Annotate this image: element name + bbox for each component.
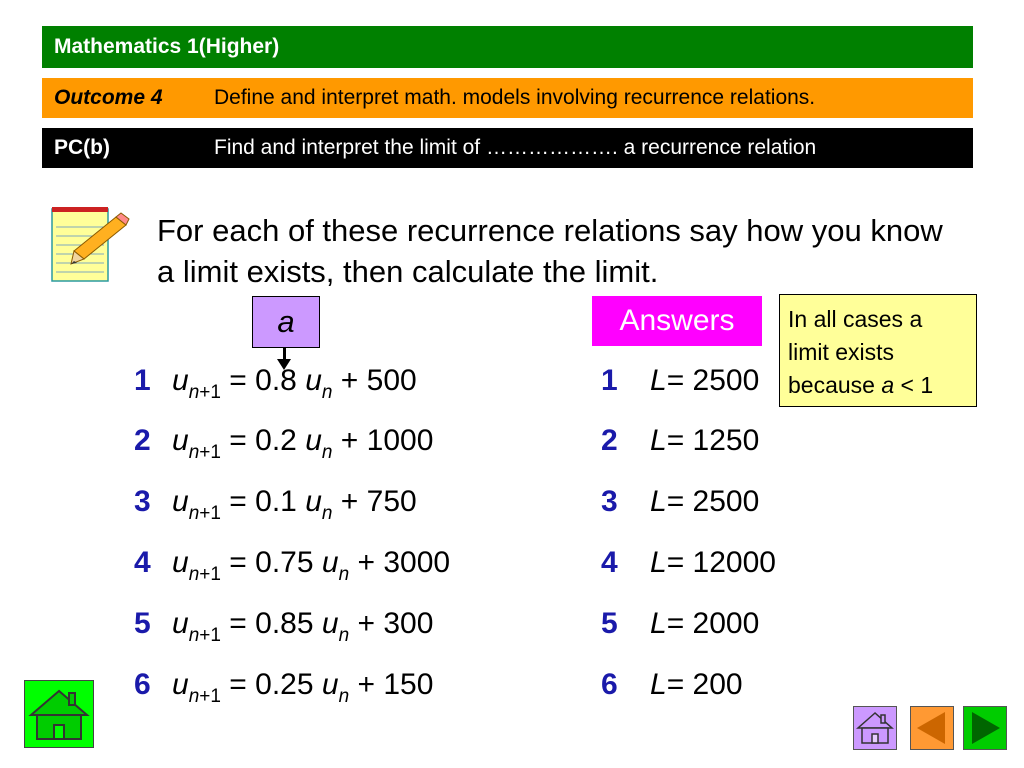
relation-1: $u_{n+1} = 0.8$ $u_n + 500$ <box>172 364 417 403</box>
home-icon <box>854 707 896 749</box>
answer-value: 2500 <box>692 364 760 397</box>
relation-coefficient: 0.85 <box>255 607 314 640</box>
home-button[interactable] <box>24 680 94 748</box>
relation-coefficient: 0.75 <box>255 546 314 579</box>
relation-constant: 750 <box>366 485 417 518</box>
relation-number-6: 6 <box>134 668 151 701</box>
answers-button[interactable]: Answers <box>592 296 762 346</box>
answer-value: 2500 <box>692 485 760 518</box>
answer-value: 12000 <box>692 546 776 579</box>
pc-bar <box>42 128 973 168</box>
outcome-label: Outcome 4 <box>54 86 163 109</box>
relation-number-1: 1 <box>134 364 151 397</box>
relation-coefficient: 0.8 <box>255 364 297 397</box>
relation-number-3: 3 <box>134 485 151 518</box>
page-title: Mathematics 1(Higher) <box>54 35 280 58</box>
answer-value: 200 <box>692 668 743 701</box>
pc-label: PC(b) <box>54 136 110 159</box>
answer-number-3: 3 <box>601 485 618 518</box>
back-arrow-icon <box>911 707 953 749</box>
answer-value: 2000 <box>692 607 760 640</box>
note-line-2: limit exists <box>788 339 895 365</box>
answer-2: L= 1250 <box>650 424 760 457</box>
relation-coefficient: 0.2 <box>255 424 297 457</box>
relation-coefficient: 0.1 <box>255 485 297 518</box>
answer-number-2: 2 <box>601 424 618 457</box>
a-label-box <box>252 296 320 348</box>
relation-2: $u_{n+1} = 0.2$ $u_n + 1000$ <box>172 424 434 463</box>
answer-number-1: 1 <box>601 364 618 397</box>
pc-text: Find and interpret the limit of ………………. a recurrence relation <box>214 136 817 159</box>
answer-3: L= 2500 <box>650 485 760 518</box>
home-icon <box>25 681 93 747</box>
note-line-1: In all cases a <box>788 306 923 332</box>
outcome-bar <box>42 78 973 118</box>
relation-3: $u_{n+1} = 0.1$ $u_n + 750$ <box>172 485 417 524</box>
nav-home-button[interactable] <box>853 706 897 750</box>
relation-number-4: 4 <box>134 546 151 579</box>
outcome-text: Define and interpret math. models involving recurrence relations. <box>214 86 816 109</box>
note-line-3: because a < 1 <box>788 372 934 398</box>
answer-1: L= 2500 <box>650 364 760 397</box>
relation-constant: 1000 <box>366 424 434 457</box>
notepad-pencil-icon <box>50 205 130 283</box>
relation-5: $u_{n+1} = 0.85$ $u_n + 300$ <box>172 607 434 646</box>
back-button[interactable] <box>910 706 954 750</box>
answer-number-4: 4 <box>601 546 618 579</box>
relation-constant: 300 <box>383 607 434 640</box>
relation-constant: 500 <box>366 364 417 397</box>
title-bar <box>42 26 973 68</box>
relation-constant: 3000 <box>383 546 451 579</box>
forward-button[interactable] <box>963 706 1007 750</box>
forward-arrow-icon <box>964 707 1006 749</box>
relation-constant: 150 <box>383 668 434 701</box>
limit-note <box>779 294 977 407</box>
answer-value: 1250 <box>692 424 760 457</box>
instructions: For each of these recurrence relations say how you know a limit exists, then calculate the limit. <box>157 213 943 289</box>
answer-number-6: 6 <box>601 668 618 701</box>
answer-5: L= 2000 <box>650 607 760 640</box>
answer-number-5: 5 <box>601 607 618 640</box>
answer-6: L= 200 <box>650 668 743 701</box>
a-label: a <box>277 304 295 339</box>
relation-6: $u_{n+1} = 0.25$ $u_n + 150$ <box>172 668 434 707</box>
relation-number-2: 2 <box>134 424 151 457</box>
relation-4: $u_{n+1} = 0.75$ $u_n + 3000$ <box>172 546 451 585</box>
relation-number-5: 5 <box>134 607 151 640</box>
relation-coefficient: 0.25 <box>255 668 314 701</box>
answer-4: L= 12000 <box>650 546 776 579</box>
